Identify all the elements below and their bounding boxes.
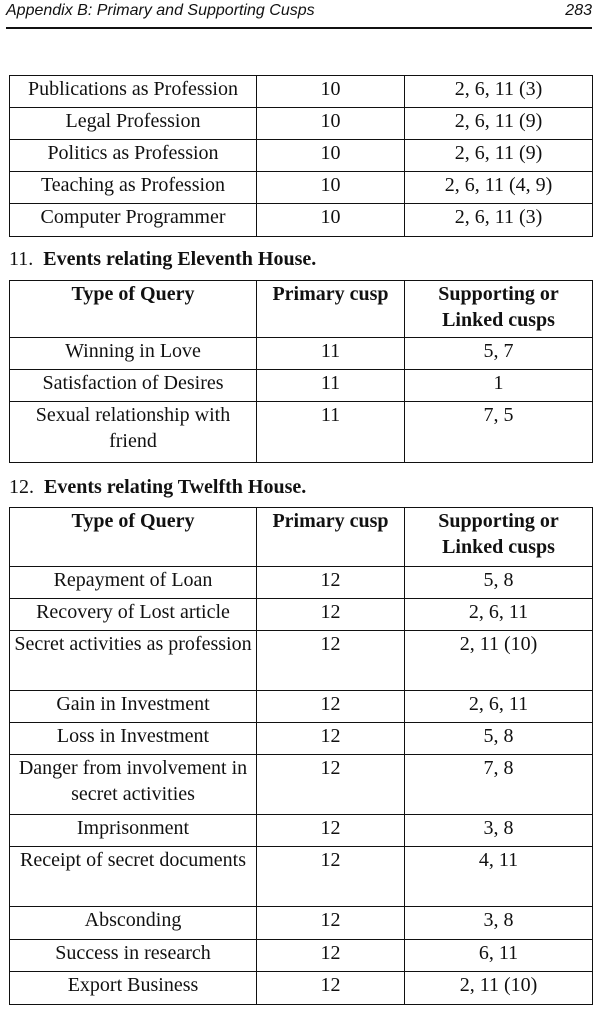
query-cell: Winning in Love xyxy=(10,338,257,370)
supporting-cusps-cell: 5, 8 xyxy=(405,567,593,599)
supporting-cusps-cell: 6, 11 xyxy=(405,940,593,972)
section-title: Events relating Twelfth House. xyxy=(44,476,307,498)
table-row xyxy=(10,108,593,140)
page-header xyxy=(6,0,592,29)
query-cell: Teaching as Profession xyxy=(10,172,257,204)
primary-cusp-cell: 10 xyxy=(257,172,405,204)
supporting-cusps-cell: 2, 11 (10) xyxy=(405,972,593,1005)
primary-cusp-cell: 12 xyxy=(257,631,405,691)
column-header-type-of-query: Type of Query xyxy=(10,508,257,567)
primary-cusp-cell: 11 xyxy=(257,338,405,370)
primary-cusp-cell: 12 xyxy=(257,847,405,907)
primary-cusp-cell: 10 xyxy=(257,108,405,140)
query-cell: Legal Profession xyxy=(10,108,257,140)
table-row xyxy=(10,691,593,723)
supporting-cusps-cell: 2, 6, 11 (9) xyxy=(405,140,593,172)
table-row xyxy=(10,76,593,108)
query-cell: Secret activities as profession xyxy=(10,631,257,691)
table-row xyxy=(10,847,593,907)
table-row xyxy=(10,370,593,402)
query-cell: Politics as Profession xyxy=(10,140,257,172)
query-cell: Loss in Investment xyxy=(10,723,257,755)
supporting-cusps-cell: 2, 6, 11 xyxy=(405,691,593,723)
table-row xyxy=(10,567,593,599)
supporting-cusps-cell: 5, 7 xyxy=(405,338,593,370)
query-cell: Absconding xyxy=(10,907,257,940)
section-number: 12. xyxy=(9,476,34,498)
table-row xyxy=(10,907,593,940)
running-title: Appendix B: Primary and Supporting Cusps xyxy=(6,2,315,19)
table-header-row xyxy=(10,281,593,338)
table-row xyxy=(10,631,593,691)
table-row xyxy=(10,172,593,204)
supporting-cusps-cell: 2, 6, 11 (3) xyxy=(405,76,593,108)
column-header-supporting-cusps: Supporting or Linked cusps xyxy=(405,281,593,338)
column-header-primary-cusp: Primary cusp xyxy=(257,508,405,567)
primary-cusp-cell: 12 xyxy=(257,723,405,755)
primary-cusp-cell: 12 xyxy=(257,567,405,599)
primary-cusp-cell: 10 xyxy=(257,204,405,237)
table-row xyxy=(10,338,593,370)
primary-cusp-cell: 12 xyxy=(257,599,405,631)
section-heading-12 xyxy=(9,474,306,500)
supporting-cusps-cell: 4, 11 xyxy=(405,847,593,907)
primary-cusp-cell: 10 xyxy=(257,140,405,172)
supporting-cusps-cell: 2, 6, 11 (4, 9) xyxy=(405,172,593,204)
primary-cusp-cell: 12 xyxy=(257,691,405,723)
table-row xyxy=(10,723,593,755)
supporting-cusps-cell: 2, 6, 11 xyxy=(405,599,593,631)
table-section-11 xyxy=(9,280,593,463)
table-row xyxy=(10,972,593,1005)
query-cell: Export Business xyxy=(10,972,257,1005)
query-cell: Sexual relationship with friend xyxy=(10,402,257,463)
table-section-12 xyxy=(9,507,593,1005)
table-row xyxy=(10,755,593,815)
table-row xyxy=(10,599,593,631)
supporting-cusps-cell: 2, 6, 11 (9) xyxy=(405,108,593,140)
supporting-cusps-cell: 5, 8 xyxy=(405,723,593,755)
query-cell: Computer Programmer xyxy=(10,204,257,237)
table-row xyxy=(10,204,593,237)
table-row xyxy=(10,815,593,847)
section-heading-11 xyxy=(9,246,316,272)
supporting-cusps-cell: 7, 8 xyxy=(405,755,593,815)
section-number: 11. xyxy=(9,248,34,270)
query-cell: Repayment of Loan xyxy=(10,567,257,599)
primary-cusp-cell: 12 xyxy=(257,815,405,847)
page-number: 283 xyxy=(565,2,592,19)
supporting-cusps-cell: 2, 6, 11 (3) xyxy=(405,204,593,237)
query-cell: Success in research xyxy=(10,940,257,972)
column-header-type-of-query: Type of Query xyxy=(10,281,257,338)
table-row xyxy=(10,940,593,972)
query-cell: Gain in Investment xyxy=(10,691,257,723)
primary-cusp-cell: 12 xyxy=(257,907,405,940)
primary-cusp-cell: 11 xyxy=(257,402,405,463)
section-title: Events relating Eleventh House. xyxy=(43,248,317,270)
query-cell: Imprisonment xyxy=(10,815,257,847)
column-header-supporting-cusps: Supporting or Linked cusps xyxy=(405,508,593,567)
supporting-cusps-cell: 1 xyxy=(405,370,593,402)
query-cell: Receipt of secret documents xyxy=(10,847,257,907)
query-cell: Publications as Profession xyxy=(10,76,257,108)
table-row xyxy=(10,140,593,172)
primary-cusp-cell: 12 xyxy=(257,755,405,815)
primary-cusp-cell: 12 xyxy=(257,972,405,1005)
column-header-primary-cusp: Primary cusp xyxy=(257,281,405,338)
query-cell: Satisfaction of Desires xyxy=(10,370,257,402)
query-cell: Recovery of Lost article xyxy=(10,599,257,631)
table-section-10 xyxy=(9,75,593,237)
table-header-row xyxy=(10,508,593,567)
supporting-cusps-cell: 3, 8 xyxy=(405,907,593,940)
table-row xyxy=(10,402,593,463)
query-cell: Danger from involvement in secret activities xyxy=(10,755,257,815)
primary-cusp-cell: 10 xyxy=(257,76,405,108)
primary-cusp-cell: 12 xyxy=(257,940,405,972)
primary-cusp-cell: 11 xyxy=(257,370,405,402)
supporting-cusps-cell: 2, 11 (10) xyxy=(405,631,593,691)
supporting-cusps-cell: 3, 8 xyxy=(405,815,593,847)
supporting-cusps-cell: 7, 5 xyxy=(405,402,593,463)
